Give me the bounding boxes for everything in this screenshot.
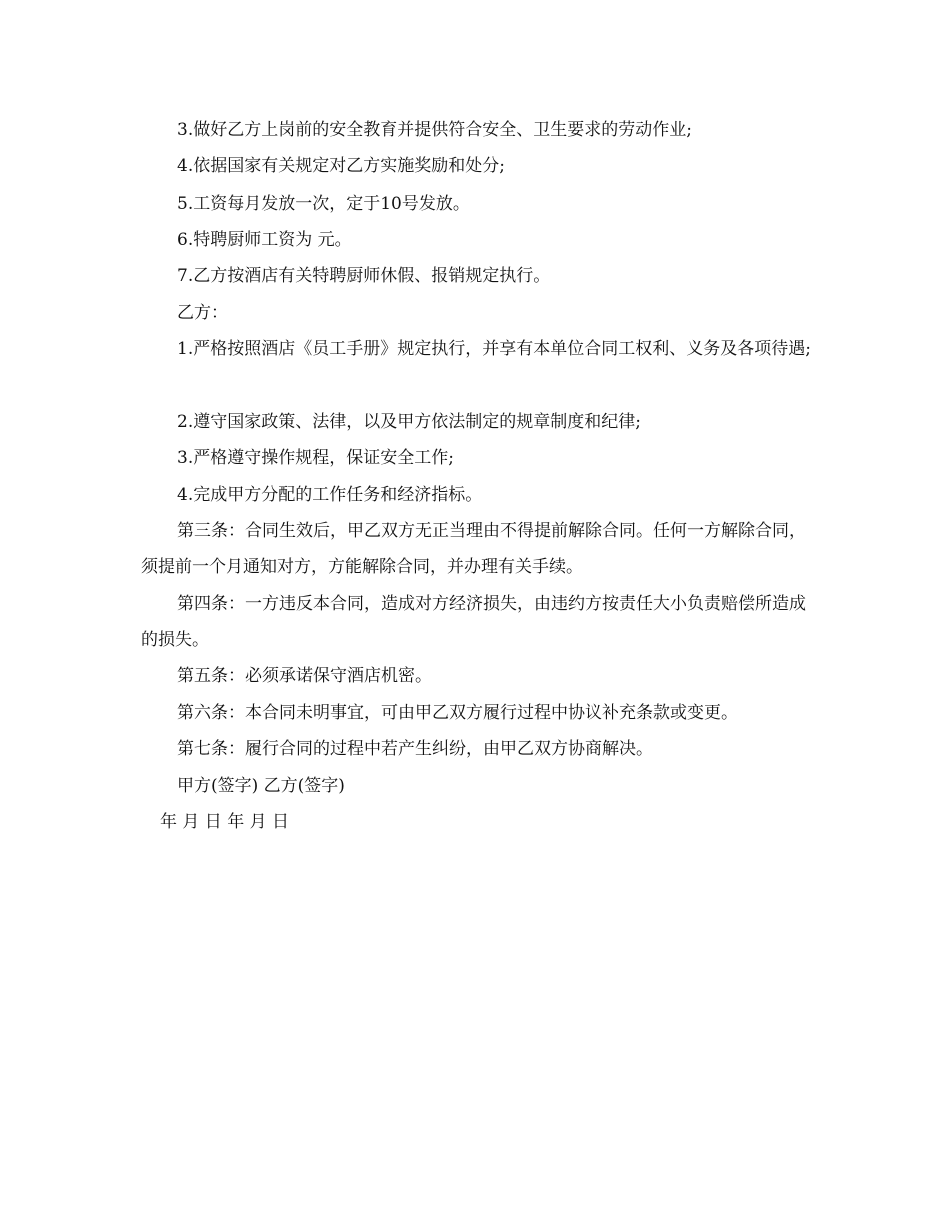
party-b-heading: 乙方：	[177, 303, 228, 323]
clause-employer-salary: 6.特聘厨师工资为 元。	[177, 230, 352, 250]
clause-employer-leave: 7.乙方按酒店有关特聘厨师休假、报销规定执行。	[177, 266, 551, 286]
article-five: 第五条：必须承诺保守酒店机密。	[177, 666, 432, 686]
clause-employee-law: 2.遵守国家政策、法律，以及甲方依法制定的规章制度和纪律;	[177, 412, 641, 432]
clause-employee-handbook: 1.严格按照酒店《员工手册》规定执行，并享有本单位合同工权利、义务及各项待遇;	[177, 339, 811, 359]
article-six: 第六条：本合同未明事宜，可由甲乙双方履行过程中协议补充条款或变更。	[177, 703, 738, 723]
clause-employer-rewards: 4.依据国家有关规定对乙方实施奖励和处分;	[177, 156, 505, 176]
article-seven: 第七条：履行合同的过程中若产生纠纷，由甲乙双方协商解决。	[177, 739, 653, 759]
clause-employee-safety: 3.严格遵守操作规程，保证安全工作;	[177, 448, 454, 468]
article-three: 第三条：合同生效后，甲乙双方无正当理由不得提前解除合同。任何一方解除合同，须提前一个月通知对方，方能解除合同，并办理有关手续。	[141, 521, 806, 577]
signature-line: 甲方(签字) 乙方(签字)	[177, 776, 345, 796]
clause-employer-payday: 5.工资每月发放一次，定于10号发放。	[177, 194, 470, 214]
date-line: 年 月 日 年 月 日	[160, 812, 290, 832]
article-four: 第四条：一方违反本合同，造成对方经济损失，由违约方按责任大小负责赔偿所造成的损失。	[141, 594, 806, 650]
clause-employee-tasks: 4.完成甲方分配的工作任务和经济指标。	[177, 485, 483, 505]
clause-employer-safety-education: 3.做好乙方上岗前的安全教育并提供符合安全、卫生要求的劳动作业;	[177, 120, 692, 140]
